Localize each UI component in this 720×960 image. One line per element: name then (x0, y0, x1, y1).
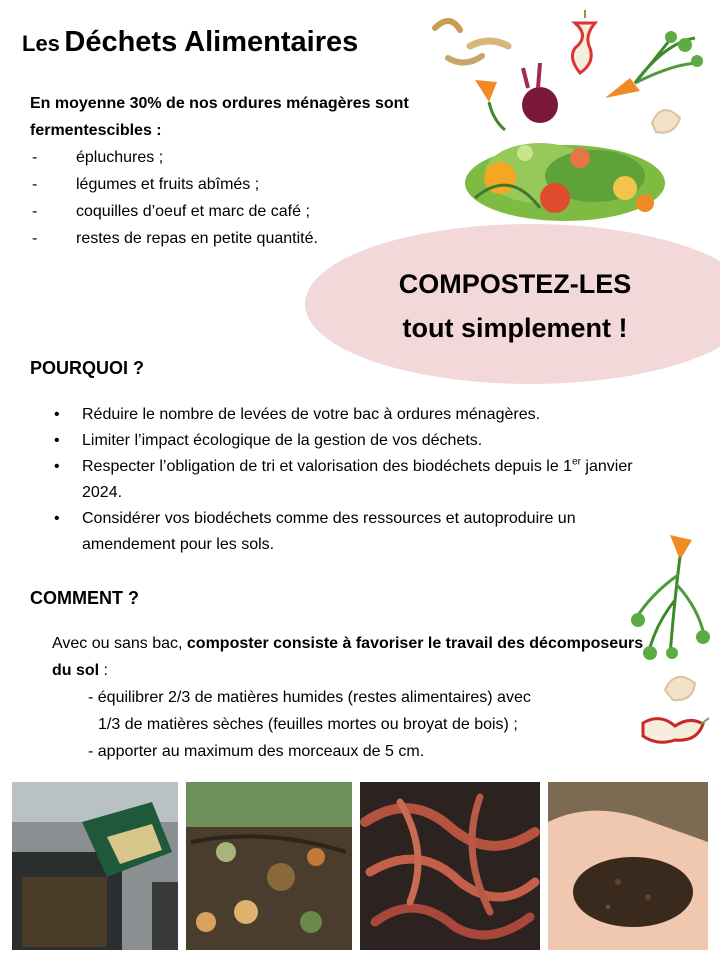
list-item: - légumes et fruits abîmés ; (30, 171, 440, 198)
comment-point1-line2: 1/3 de matières sèches (feuilles mortes ou broyat de bois) ; (98, 716, 518, 733)
intro-list (30, 144, 440, 252)
section-heading-comment: COMMENT ? (30, 588, 139, 608)
food-scraps-illustration (430, 8, 720, 223)
pourquoi-list (52, 402, 672, 558)
comment-point2: - apporter au maximum des morceaux de 5 cm. (88, 743, 425, 760)
section-heading-pourquoi: POURQUOI ? (30, 358, 145, 378)
item3-superscript: er (572, 456, 581, 468)
list-item: • Réduire le nombre de levées de votre bac à ordures ménagères. (52, 402, 672, 428)
comment-intro-end: : (99, 662, 108, 679)
comment-intro-normal: Avec ou sans bac, (52, 635, 187, 652)
pourquoi-list-block (52, 402, 672, 558)
photo-compost-bin (12, 782, 178, 950)
photo-compost-heap (186, 782, 352, 950)
comment-point1-line1: - équilibrer 2/3 de matières humides (restes alimentaires) avec (88, 689, 531, 706)
intro-block (30, 90, 440, 252)
title-main: Déchets Alimentaires (64, 26, 359, 58)
callout-line2: tout simplement ! (402, 313, 628, 343)
list-item: - restes de repas en petite quantité. (30, 225, 440, 252)
list-item: - épluchures ; (30, 144, 440, 171)
comment-block (52, 630, 652, 765)
list-item (52, 454, 672, 506)
comment-intro (52, 630, 652, 684)
list-item: • Considérer vos biodéchets comme des ressources et autoproduire un amendement pour les sols. (52, 506, 672, 558)
page-title (22, 26, 358, 59)
callout-text (330, 262, 700, 350)
intro-lead: En moyenne 30% de nos ordures ménagères sont fermentescibles : (30, 95, 409, 139)
photo-earthworms (360, 782, 540, 950)
photo-compost-in-hand (548, 782, 708, 950)
list-item: - coquilles d’oeuf et marc de café ; (30, 198, 440, 225)
comment-intro-bold: composter consiste à favoriser le travail des décomposeurs du sol (52, 635, 644, 679)
list-item: • Limiter l’impact écologique de la gestion de vos déchets. (52, 428, 672, 454)
item3-text-end: janvier 2024. (82, 458, 633, 501)
item3-text: Respecter l’obligation de tri et valorisation des biodéchets depuis le 1 (82, 458, 573, 475)
callout-line1: COMPOSTEZ-LES (398, 269, 632, 299)
title-prefix: Les (22, 31, 60, 56)
